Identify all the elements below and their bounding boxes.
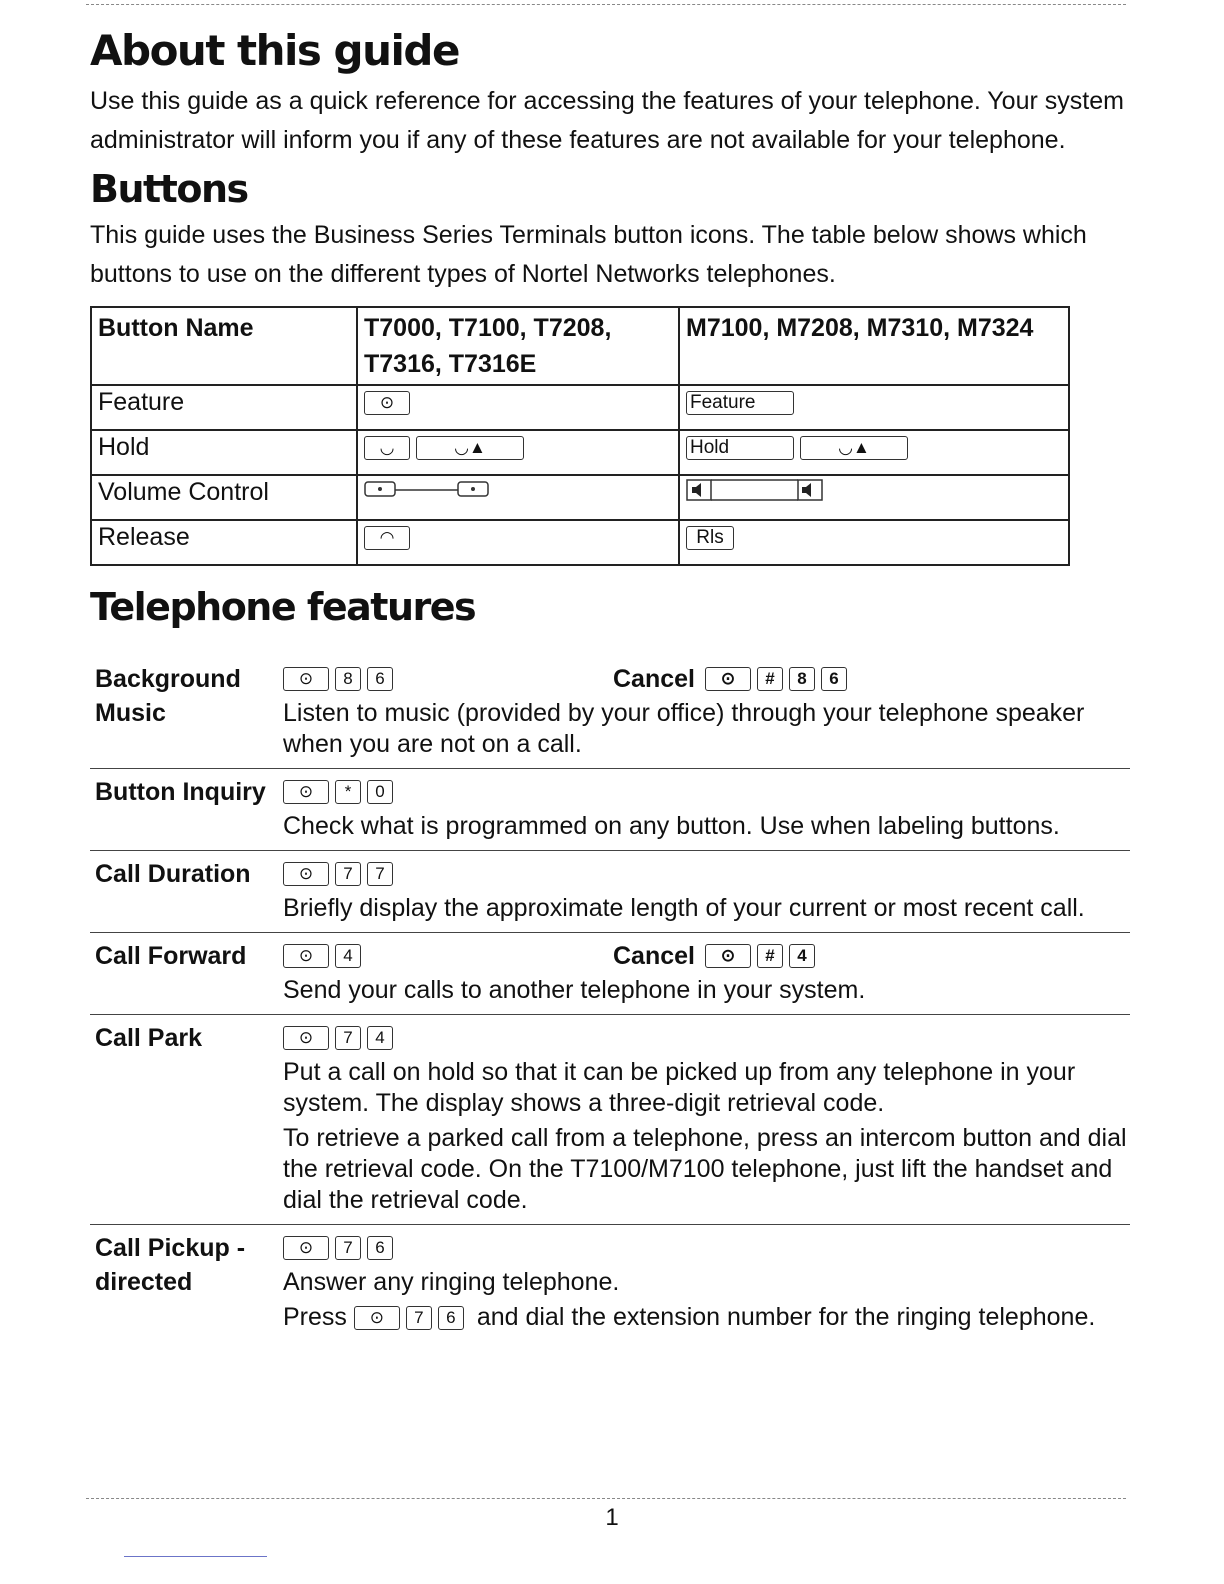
t-volume-cell bbox=[357, 475, 679, 520]
dial-key: 6 bbox=[367, 1236, 393, 1260]
dial-key: * bbox=[335, 780, 361, 804]
dial-key: 6 bbox=[821, 667, 847, 691]
button-table bbox=[90, 306, 1070, 566]
hold-handset-icon: ◡▲ bbox=[800, 436, 908, 460]
feature-call-duration bbox=[90, 851, 1130, 933]
t-feature-cell bbox=[357, 385, 679, 430]
t-release-cell bbox=[357, 520, 679, 565]
feature-description: Send your calls to another telephone in your system. bbox=[283, 976, 866, 1004]
feature-call-pickup-directed bbox=[90, 1225, 1130, 1341]
buttons-heading: Buttons bbox=[90, 167, 248, 211]
feature-name: Button Inquiry bbox=[95, 778, 266, 806]
feature-key-icon: ⊙ bbox=[283, 944, 329, 968]
button-row-name: Release bbox=[91, 520, 357, 565]
feature-key-icon: ⊙ bbox=[705, 944, 751, 968]
page-content bbox=[90, 20, 1130, 1341]
feature-key-icon: ⊙ bbox=[283, 1026, 329, 1050]
button-row-release bbox=[91, 520, 1069, 565]
m-feature-key-label: Feature bbox=[686, 391, 794, 415]
feature-list bbox=[90, 656, 1130, 1341]
press-label: Press bbox=[283, 1303, 347, 1331]
m-volume-cell bbox=[679, 475, 1069, 520]
button-row-name: Volume Control bbox=[91, 475, 357, 520]
release-key-icon: ◠ bbox=[364, 526, 410, 550]
feature-key-icon: ⊙ bbox=[354, 1306, 400, 1330]
feature-key-icon: ⊙ bbox=[705, 667, 751, 691]
buttons-text: This guide uses the Business Series Terminals button icons. The table below shows which buttons to use on the different types of Nortel Networks telephones. bbox=[90, 221, 1087, 288]
dial-key: 0 bbox=[367, 780, 393, 804]
feature-call-park bbox=[90, 1015, 1130, 1225]
feature-name: Call Park bbox=[95, 1024, 203, 1052]
m-hold-cell bbox=[679, 430, 1069, 475]
m-hold-key-label: Hold bbox=[686, 436, 794, 460]
dial-key: 4 bbox=[335, 944, 361, 968]
button-row-name: Feature bbox=[91, 385, 357, 430]
dial-key: 6 bbox=[438, 1306, 464, 1330]
features-heading: Telephone features bbox=[90, 585, 476, 629]
m-feature-cell bbox=[679, 385, 1069, 430]
feature-description: Listen to music (provided by your office) through your telephone speaker when you are not on a call. bbox=[283, 699, 1085, 758]
button-row-hold bbox=[91, 430, 1069, 475]
m-release-cell bbox=[679, 520, 1069, 565]
feature-key-icon: ⊙ bbox=[283, 667, 329, 691]
header-button-name: Button Name bbox=[91, 307, 357, 385]
feature-name: Call Duration bbox=[95, 860, 251, 888]
bottom-dashed-rule bbox=[86, 1498, 1126, 1499]
feature-description: Briefly display the approximate length of your current or most recent call. bbox=[283, 894, 1085, 922]
feature-call-forward bbox=[90, 933, 1130, 1015]
feature-name: Call Pickup - directed bbox=[95, 1234, 246, 1296]
about-heading: About this guide bbox=[90, 26, 459, 75]
feature-name: Call Forward bbox=[95, 942, 247, 970]
feature-description: Check what is programmed on any button. Use when labeling buttons. bbox=[283, 812, 1060, 840]
dial-key: 7 bbox=[367, 862, 393, 886]
dial-key: # bbox=[757, 667, 783, 691]
dial-key: 8 bbox=[335, 667, 361, 691]
cancel-label: Cancel bbox=[613, 941, 695, 970]
feature-description: Answer any ringing telephone. bbox=[283, 1268, 620, 1296]
dial-key: 6 bbox=[367, 667, 393, 691]
press-text: and dial the extension number for the ringing telephone. bbox=[476, 1303, 1096, 1331]
dial-key: # bbox=[757, 944, 783, 968]
cancel-label: Cancel bbox=[613, 664, 695, 693]
header-t-series: T7000, T7100, T7208, T7316, T7316E bbox=[357, 307, 679, 385]
m-volume-bar-icon bbox=[686, 478, 826, 502]
corner-line bbox=[124, 1556, 267, 1557]
volume-bar-icon bbox=[364, 478, 494, 500]
feature-key-icon: ⊙ bbox=[283, 862, 329, 886]
dial-key: 7 bbox=[335, 1026, 361, 1050]
button-row-volume bbox=[91, 475, 1069, 520]
button-row-feature bbox=[91, 385, 1069, 430]
dial-key: 4 bbox=[367, 1026, 393, 1050]
dial-key: 7 bbox=[335, 1236, 361, 1260]
dial-key: 4 bbox=[789, 944, 815, 968]
feature-description: To retrieve a parked call from a telephone, press an intercom button and dial the retrieval code. On the T7100/M7100 telephone, just lift the handset and dial the retrieval code. bbox=[283, 1124, 1127, 1214]
dial-key: 8 bbox=[789, 667, 815, 691]
feature-background-music bbox=[90, 656, 1130, 769]
button-table-header-row bbox=[91, 307, 1069, 385]
dial-key: 7 bbox=[335, 862, 361, 886]
feature-description: Put a call on hold so that it can be picked up from any telephone in your system. The display shows a three-digit retrieval code. bbox=[283, 1058, 1076, 1117]
button-row-name: Hold bbox=[91, 430, 357, 475]
feature-name: Background Music bbox=[95, 665, 241, 727]
dial-key: 7 bbox=[406, 1306, 432, 1330]
t-hold-cell bbox=[357, 430, 679, 475]
about-text: Use this guide as a quick reference for accessing the features of your telephone. Your system administrator will inform you if any of these features are not available for your telephone. bbox=[90, 87, 1124, 154]
page-number: 1 bbox=[605, 1504, 619, 1531]
feature-key-icon: ⊙ bbox=[364, 391, 410, 415]
feature-key-icon: ⊙ bbox=[283, 1236, 329, 1260]
feature-button-inquiry bbox=[90, 769, 1130, 851]
hold-handset-icon: ◡▲ bbox=[416, 436, 524, 460]
feature-key-icon: ⊙ bbox=[283, 780, 329, 804]
header-m-series: M7100, M7208, M7310, M7324 bbox=[679, 307, 1069, 385]
feature-press-instruction bbox=[283, 1302, 1130, 1333]
m-release-key-label: Rls bbox=[686, 526, 734, 550]
top-dashed-rule bbox=[86, 4, 1126, 5]
hold-key-icon: ◡ bbox=[364, 436, 410, 460]
